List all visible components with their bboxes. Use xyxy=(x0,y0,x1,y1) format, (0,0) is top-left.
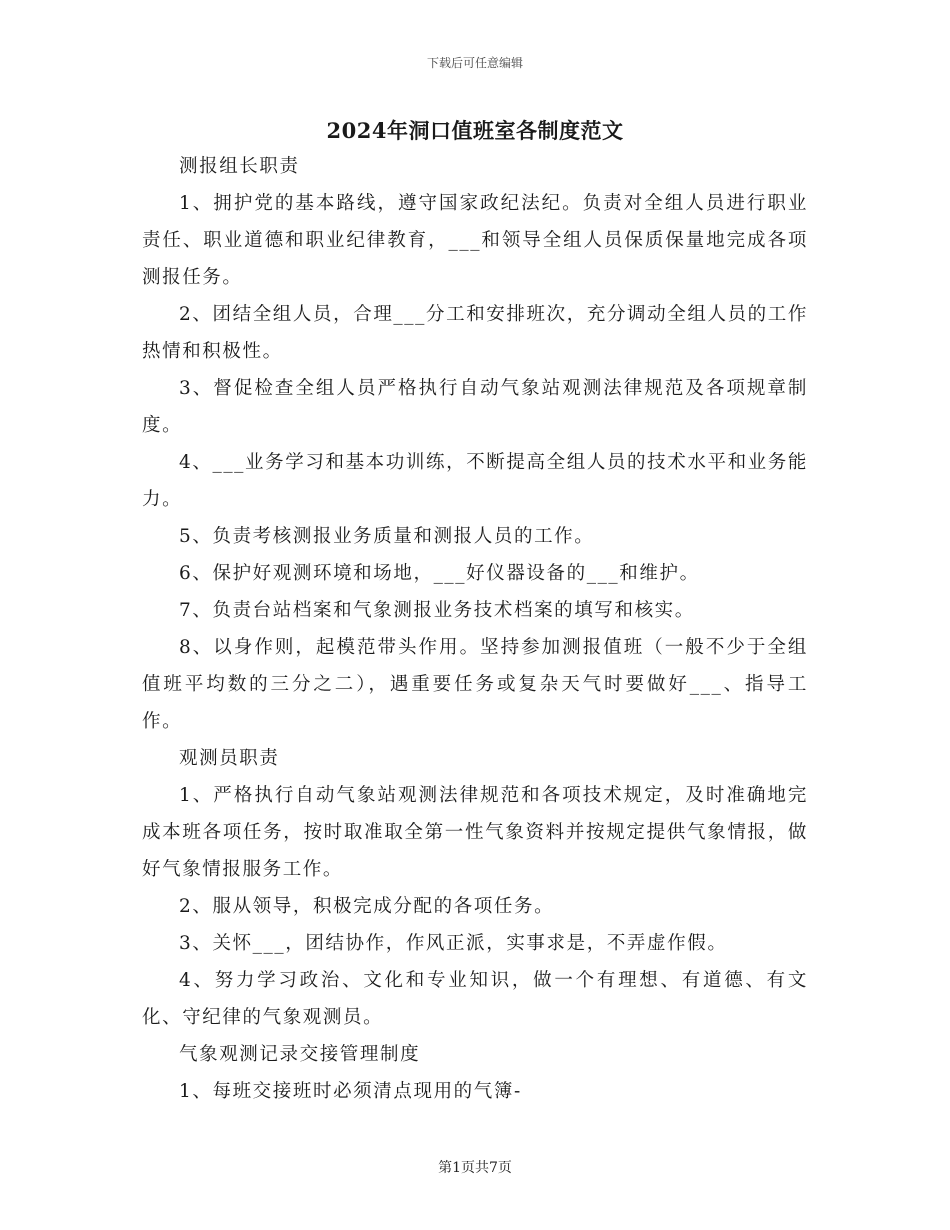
paragraph: 8、以身作则，起模范带头作用。坚持参加测报值班（一般不少于全组值班平均数的三分之二），遇重要任务或复杂天气时要做好___、指导工作。 xyxy=(142,637,808,732)
paragraph: 1、严格执行自动气象站观测法律规范和各项技术规定，及时准确地完成本班各项任务，按时取准取全第一性气象资料并按规定提供气象情报，做好气象情报服务工作。 xyxy=(142,785,808,880)
paragraph: 3、关怀___，团结协作，作风正派，实事求是，不弄虚作假。 xyxy=(179,933,728,954)
section-heading-records: 气象观测记录交接管理制度 xyxy=(179,1044,421,1065)
paragraph: 2、团结全组人员，合理___分工和安排班次，充分调动全组人员的工作热情和积极性。 xyxy=(142,304,808,362)
paragraph: 1、拥护党的基本路线，遵守国家政纪法纪。负责对全组人员进行职业责任、职业道德和职业纪律教育，___和领导全组人员保质保量地完成各项测报任务。 xyxy=(142,193,808,288)
document-title: 2024年洞口值班室各制度范文 xyxy=(326,118,624,143)
document-body xyxy=(142,148,808,1110)
paragraph: 2、服从领导，积极完成分配的各项任务。 xyxy=(179,896,555,917)
paragraph: 4、___业务学习和基本功训练，不断提高全组人员的技术水平和业务能力。 xyxy=(142,452,808,510)
page-footer: 第1页共7页 xyxy=(438,1160,512,1176)
paragraph: 4、努力学习政治、文化和专业知识，做一个有理想、有道德、有文化、守纪律的气象观测员。 xyxy=(142,970,808,1028)
paragraph: 7、负责台站档案和气象测报业务技术档案的填写和核实。 xyxy=(179,600,695,621)
header-note: 下载后可任意编辑 xyxy=(426,56,523,70)
section-heading-observer: 观测员职责 xyxy=(179,748,280,769)
paragraph: 1、每班交接班时必须清点现用的气簿- xyxy=(179,1081,522,1102)
paragraph: 5、负责考核测报业务质量和测报人员的工作。 xyxy=(179,526,595,547)
paragraph: 6、保护好观测环境和场地，___好仪器设备的___和维护。 xyxy=(179,563,700,584)
paragraph: 3、督促检查全组人员严格执行自动气象站观测法律规范及各项规章制度。 xyxy=(142,378,808,436)
section-heading-leader: 测报组长职责 xyxy=(179,156,300,177)
